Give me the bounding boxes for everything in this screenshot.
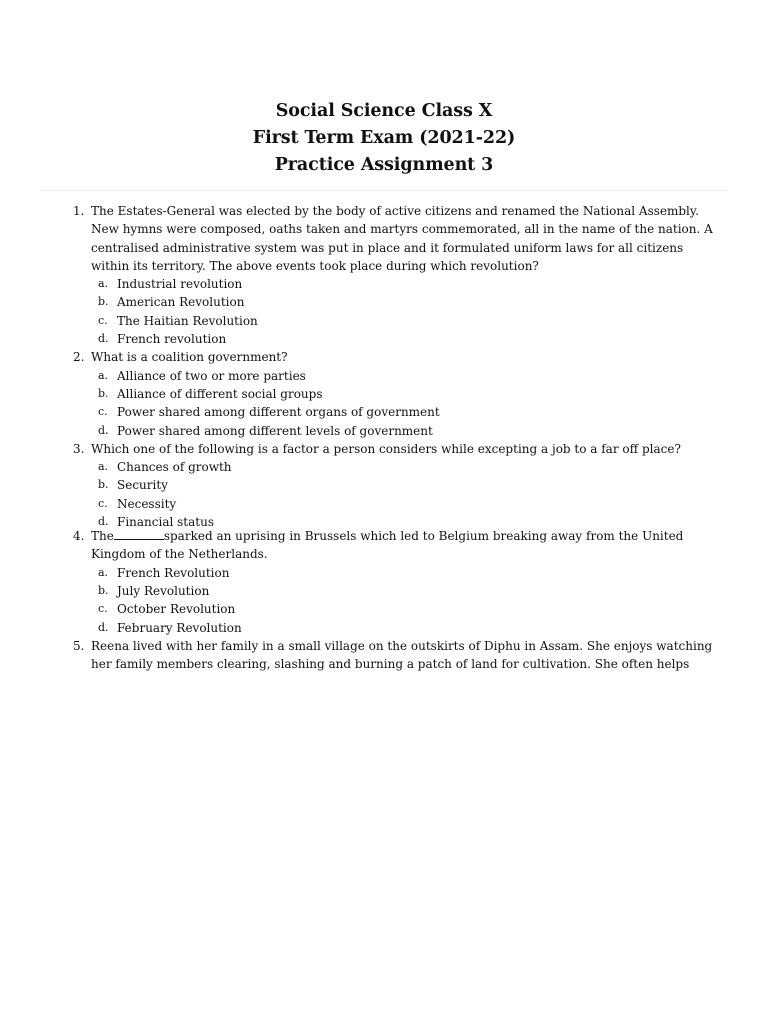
- option-4a: [0, 564, 768, 582]
- question-text-before: The: [91, 529, 114, 544]
- option-3a: [0, 458, 768, 476]
- option-text: French Revolution: [117, 565, 230, 580]
- option-text: Security: [117, 478, 168, 493]
- document-header: [0, 98, 768, 179]
- option-4c: [0, 600, 768, 618]
- question-text-after: sparked an uprising in Brussels which led to Belgium breaking away from the United Kingdom of the Netherlands.: [91, 529, 684, 562]
- question-text: The Estates-General was elected by the body of active citizens and renamed the National Assembly. New hymns were composed, oaths taken and martyrs commemorated, all in the name of the nation. A centralised administrative system was put in place and it formulated uniform laws for all citizens within its territory. The above events took place during which revolution?: [91, 204, 713, 273]
- question-2: [0, 348, 768, 366]
- option-text: Financial status: [117, 515, 214, 530]
- header-divider: [40, 190, 728, 191]
- option-3d: [0, 513, 768, 530]
- question-5: [0, 637, 768, 674]
- question-number: 3.: [73, 441, 85, 456]
- option-letter: d.: [98, 332, 109, 346]
- option-letter: c.: [98, 602, 108, 616]
- option-text: Alliance of two or more parties: [117, 368, 306, 383]
- option-4d: [0, 619, 768, 637]
- option-text: February Revolution: [117, 620, 242, 635]
- option-1b: [0, 293, 768, 311]
- option-letter: a.: [98, 565, 109, 579]
- option-text: Power shared among different organs of government: [117, 405, 440, 420]
- option-text: Necessity: [117, 496, 177, 511]
- option-text: Chances of growth: [117, 460, 232, 475]
- option-2d: [0, 422, 768, 440]
- question-text: What is a coalition government?: [91, 350, 288, 365]
- option-letter: b.: [98, 478, 109, 492]
- option-text: The Haitian Revolution: [117, 313, 258, 328]
- option-letter: d.: [98, 620, 109, 634]
- title-class: Social Science Class X: [275, 101, 493, 121]
- option-3b: [0, 476, 768, 494]
- option-letter: a.: [98, 460, 109, 474]
- option-2a: [0, 367, 768, 385]
- option-2b: [0, 385, 768, 403]
- option-letter: a.: [98, 277, 109, 291]
- question-text: Reena lived with her family in a small village on the outskirts of Diphu in Assam. She enjoys watching her family members clearing, slashing and burning a patch of land for cultivation. She often helps: [91, 638, 713, 672]
- question-text: Which one of the following is a factor a person considers while excepting a job to a far off place?: [91, 441, 681, 456]
- option-text: American Revolution: [117, 295, 245, 310]
- option-3c: [0, 495, 768, 513]
- option-letter: b.: [98, 295, 109, 309]
- option-letter: d.: [98, 515, 109, 529]
- option-2c: [0, 403, 768, 421]
- title-assignment: Practice Assignment 3: [274, 155, 494, 175]
- option-text: July Revolution: [117, 583, 210, 598]
- question-number: 5.: [73, 638, 85, 653]
- option-letter: d.: [98, 423, 109, 437]
- question-number: 2.: [73, 350, 85, 365]
- option-letter: b.: [98, 386, 109, 400]
- question-4: [0, 527, 768, 564]
- option-1a: [0, 275, 768, 293]
- question-3: [0, 440, 768, 458]
- option-text: French revolution: [117, 332, 227, 347]
- option-text: Industrial revolution: [117, 277, 243, 292]
- option-1d: [0, 330, 768, 348]
- question-1: [0, 202, 768, 275]
- option-text: Power shared among different levels of government: [117, 423, 433, 438]
- option-letter: a.: [98, 368, 109, 382]
- option-letter: c.: [98, 313, 108, 327]
- option-letter: c.: [98, 496, 108, 510]
- title-exam: First Term Exam (2021-22): [252, 128, 516, 148]
- fill-in-blank: [114, 528, 164, 540]
- question-list: [0, 202, 768, 673]
- question-text: [91, 527, 718, 564]
- option-1c: [0, 312, 768, 330]
- question-number: 4.: [73, 529, 85, 544]
- option-letter: b.: [98, 583, 109, 597]
- option-text: Alliance of different social groups: [117, 386, 323, 401]
- question-number: 1.: [73, 204, 85, 218]
- option-letter: c.: [98, 405, 108, 419]
- option-4b: [0, 582, 768, 600]
- option-text: October Revolution: [117, 602, 236, 617]
